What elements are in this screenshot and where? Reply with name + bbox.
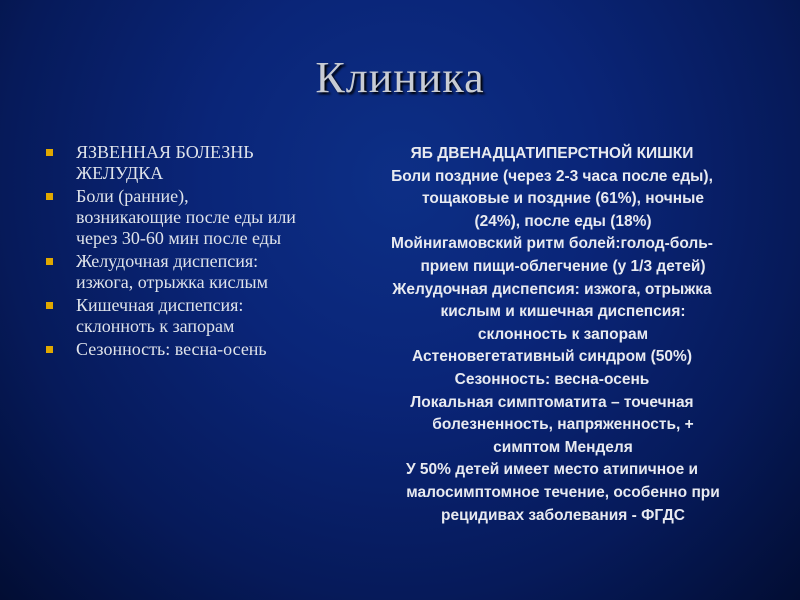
right-line: Сезонность: весна-осень (454, 370, 650, 388)
left-item (46, 186, 296, 249)
right-heading: ЯБ ДВЕНАДЦАТИПЕРСТНОЙ КИШКИ (410, 145, 694, 162)
left-item-text: Боли (ранние), возникающие после еды или через 30-60 мин после еды (76, 186, 296, 248)
square-bullet-icon (46, 302, 53, 309)
right-line: Желудочная диспепсия: изжога, отрыжка (392, 280, 712, 298)
right-column (322, 143, 782, 527)
right-line: (24%), после еды (18%) (474, 212, 652, 230)
right-line: Мойнигамовский ритм болей:голод-боль- (391, 235, 713, 253)
right-line: склонность к запорам (477, 325, 649, 343)
left-item-text: Кишечная диспепсия: склонноть к запорам (76, 295, 244, 336)
right-line: У 50% детей имеет место атипичное и (405, 461, 699, 479)
right-line: малосимптомное течение, особенно при (406, 483, 720, 501)
left-item (46, 295, 296, 337)
right-line: симптом Менделя (493, 438, 633, 456)
square-bullet-icon (46, 346, 53, 353)
left-column (46, 142, 296, 362)
slide-title: Клиника (315, 53, 485, 102)
left-item-text: Сезонность: весна-осень (76, 339, 267, 359)
square-bullet-icon (46, 149, 53, 156)
right-line: болезненность, напряженность, + (432, 416, 694, 434)
right-line: Астеновегетативный синдром (50%) (412, 348, 692, 366)
right-line: Боли поздние (через 2-3 часа после еды), (391, 167, 713, 185)
square-bullet-icon (46, 193, 53, 200)
square-bullet-icon (46, 258, 53, 265)
right-line: прием пищи-облегчение (у 1/3 детей) (420, 257, 706, 275)
left-item-text: Желудочная диспепсия: изжога, отрыжка кислым (76, 251, 268, 292)
right-line: рецидивах заболевания - ФГДС (441, 506, 685, 524)
right-line: тощаковые и поздние (61%), ночные (422, 190, 704, 208)
left-item (46, 251, 296, 293)
right-line: Локальная симптоматита – точечная (410, 393, 694, 411)
left-item (46, 339, 296, 360)
left-item (46, 142, 296, 184)
left-item-text: ЯЗВЕННАЯ БОЛЕЗНЬ ЖЕЛУДКА (76, 142, 254, 183)
right-line: кислым и кишечная диспепсия: (440, 303, 686, 321)
